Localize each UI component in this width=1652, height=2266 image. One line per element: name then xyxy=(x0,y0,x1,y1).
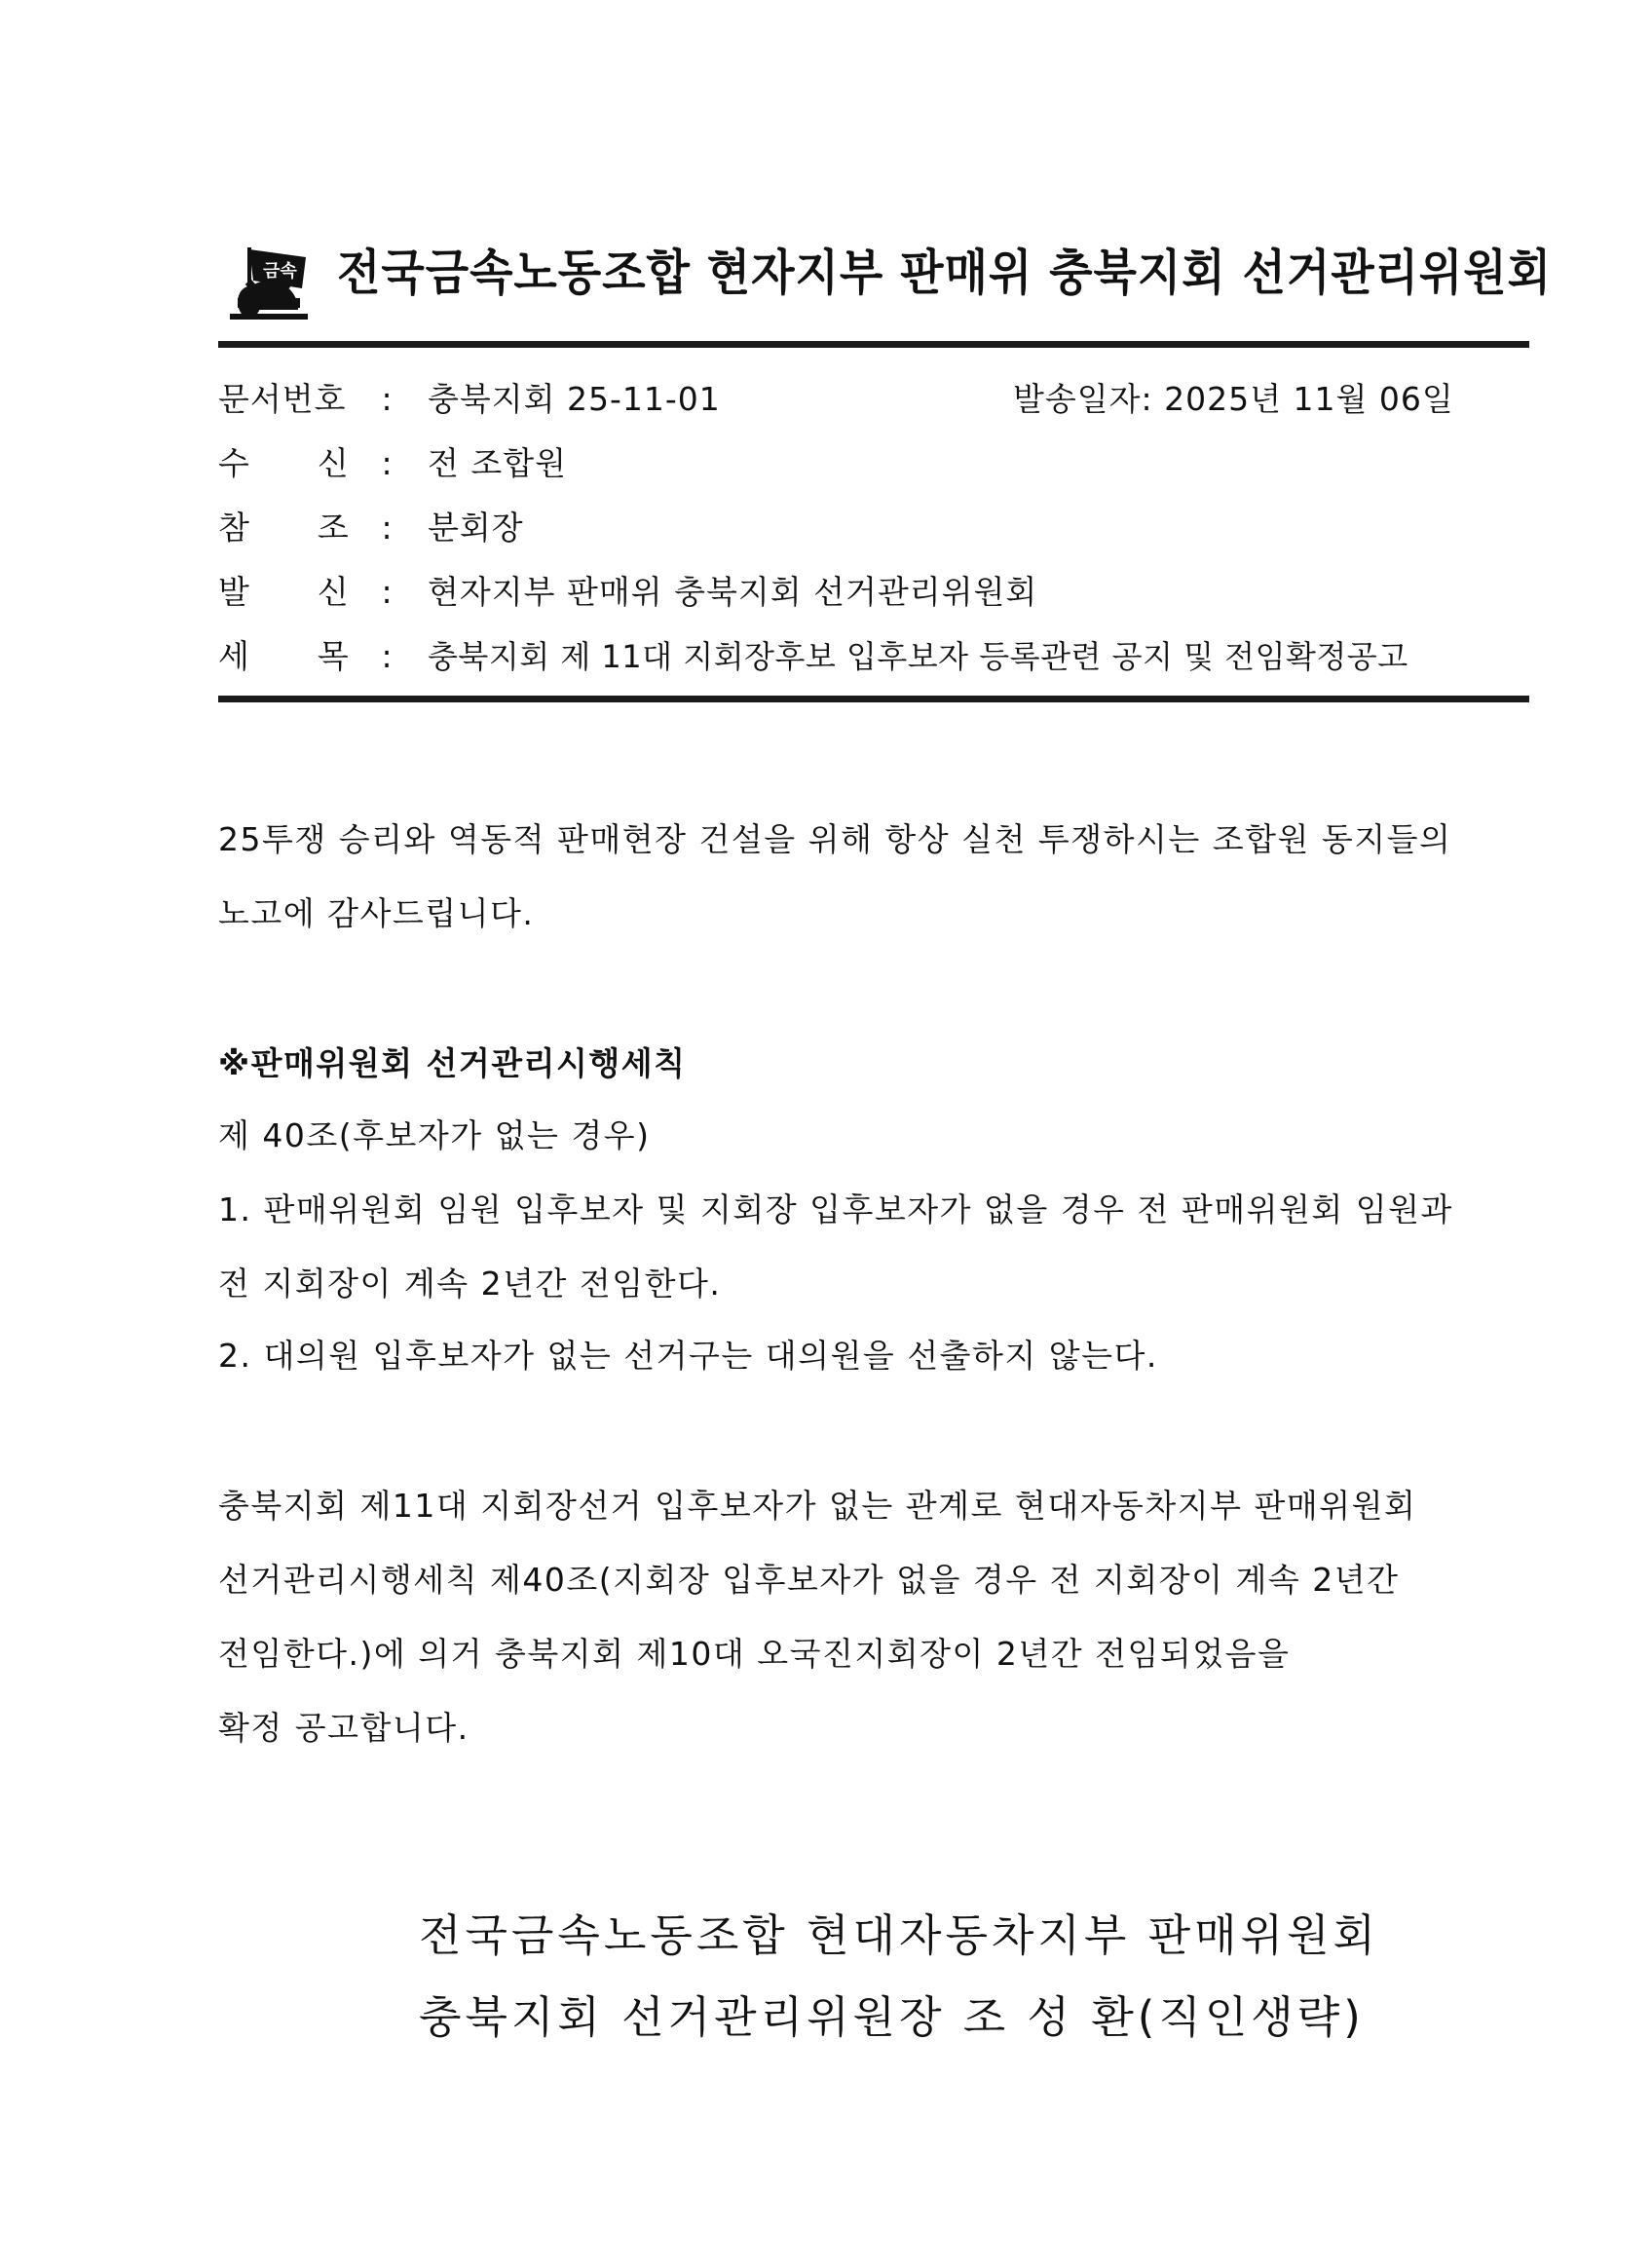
sender-value: 현자지부 판매위 충북지회 선거관리위원회 xyxy=(428,573,1038,611)
send-date: 발송일자: 2025년 11월 06일 xyxy=(1013,380,1454,418)
notice-line-3: 전임한다.)에 의거 충북지회 제10대 오국진지회장이 2년간 전임되었음을 xyxy=(218,1635,1291,1673)
signature-line-1: 전국금속노동조합 현대자동차지부 판매위원회 xyxy=(419,1909,1380,1961)
article-item-1-line-2: 전 지회장이 계속 2년간 전임한다. xyxy=(218,1265,722,1303)
rule-title: ※판매위원회 선거관리시행세칙 xyxy=(218,1044,687,1082)
subject-value: 충북지회 제 11대 지회장후보 입후보자 등록관련 공지 및 전임확정공고 xyxy=(428,638,1408,675)
subject-row xyxy=(218,631,1408,677)
sender-colon: : xyxy=(381,573,394,611)
reference-colon: : xyxy=(381,509,394,547)
header-divider xyxy=(218,341,1529,348)
recipient-row xyxy=(218,438,567,484)
article-item-2: 2. 대의원 입후보자가 없는 선거구는 대의원을 선출하지 않는다. xyxy=(218,1337,1158,1375)
sender-row xyxy=(218,567,1037,613)
doc-number-colon: : xyxy=(381,380,394,418)
subject-label: 세 목 xyxy=(218,637,350,675)
notice-line-2: 선거관리시행세칙 제40조(지회장 입후보자가 없을 경우 전 지회장이 계속 2년간 xyxy=(218,1561,1400,1599)
svg-text:금속: 금속 xyxy=(263,261,297,282)
recipient-label: 수 신 xyxy=(218,444,350,482)
doc-number-label: 문서번호 xyxy=(218,380,347,418)
doc-number-value: 충북지회 25-11-01 xyxy=(428,380,721,418)
sender-label: 발 신 xyxy=(218,573,350,611)
reference-row xyxy=(218,503,524,548)
doc-number-row xyxy=(218,374,721,420)
signature-line-2: 충북지회 선거관리위원장 조 성 환(직인생략) xyxy=(419,1991,1365,2043)
document-title: 전국금속노동조합 현자지부 판매위 충북지회 선거관리위원회 xyxy=(337,245,1553,301)
greeting-line-1: 25투쟁 승리와 역동적 판매현장 건설을 위해 항상 실천 투쟁하시는 조합원 동지들의 xyxy=(218,820,1452,858)
article-title: 제 40조(후보자가 없는 경우) xyxy=(218,1116,651,1154)
recipient-value: 전 조합원 xyxy=(428,444,568,482)
union-emblem-icon xyxy=(220,242,318,329)
meta-divider xyxy=(218,696,1529,702)
notice-line-1: 충북지회 제11대 지회장선거 입후보자가 없는 관계로 현대자동차지부 판매위원회 xyxy=(218,1487,1417,1525)
notice-line-4: 확정 공고합니다. xyxy=(218,1709,469,1747)
reference-label: 참 조 xyxy=(218,509,350,547)
greeting-line-2: 노고에 감사드립니다. xyxy=(218,894,535,932)
article-item-1-line-1: 1. 판매위원회 임원 입후보자 및 지회장 입후보자가 없을 경우 전 판매위원회 임원과 xyxy=(218,1190,1453,1228)
subject-colon: : xyxy=(381,637,394,675)
recipient-colon: : xyxy=(381,444,394,482)
reference-value: 분회장 xyxy=(428,509,524,547)
